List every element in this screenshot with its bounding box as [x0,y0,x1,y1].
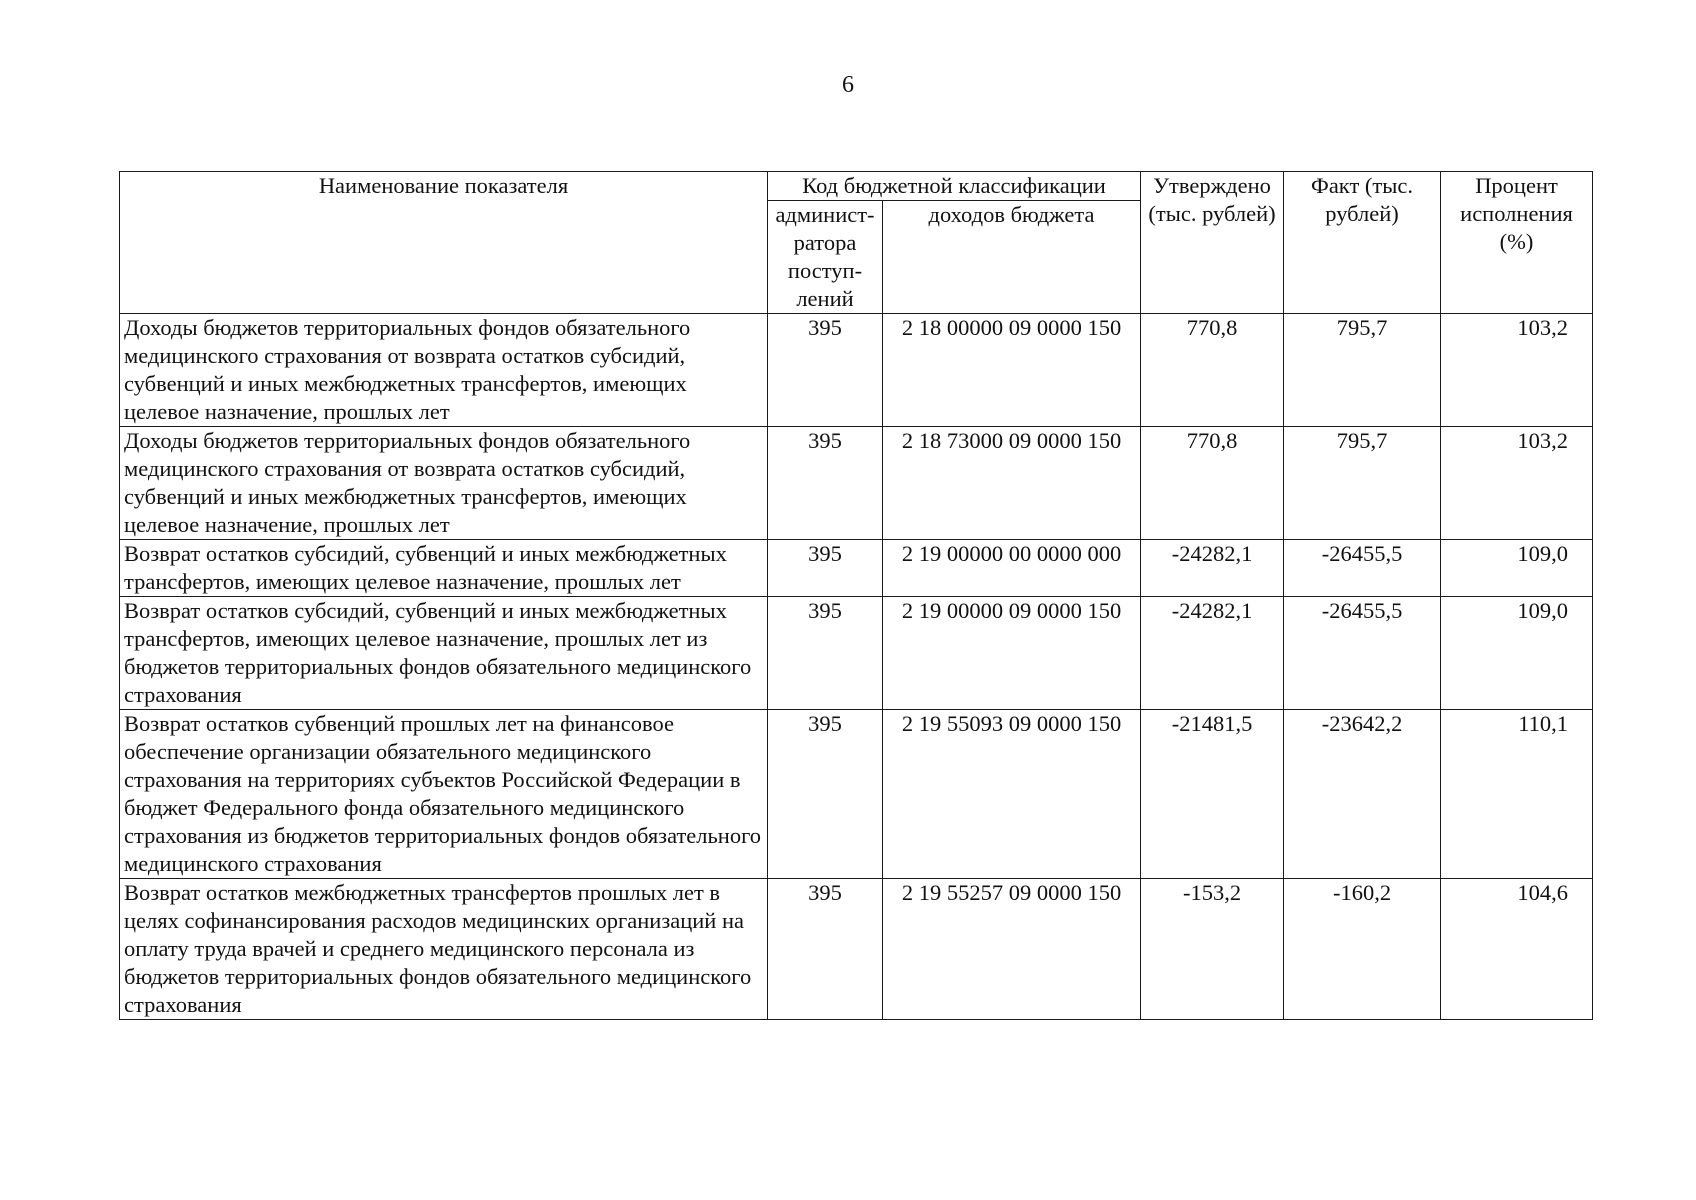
header-approved: Утверждено (тыс. рублей) [1141,172,1284,314]
row-name: Возврат остатков субвенций прошлых лет на финансовое обеспечение организации обязательного медицинского страхования на территориях субъектов Российской Федерации в бюджет Федерального фонда обязательного медицинского страхования из бюджетов территориальных фондов обязательного медицинского страхования [120,710,768,879]
row-percent: 103,2 [1441,314,1593,427]
header-administrator: админист-ратора поступ-лений [768,201,883,314]
header-fact: Факт (тыс. рублей) [1284,172,1441,314]
row-percent: 110,1 [1441,710,1593,879]
row-approved: 770,8 [1141,314,1284,427]
table-row [120,314,1593,427]
table-row [120,597,1593,710]
row-percent: 104,6 [1441,879,1593,1020]
row-name: Доходы бюджетов территориальных фондов обязательного медицинского страхования от возврата остатков субсидий, субвенций и иных межбюджетных трансфертов, имеющих целевое назначение, прошлых лет [120,427,768,540]
page-number: 6 [842,72,854,98]
table-row [120,427,1593,540]
row-fact: 795,7 [1284,427,1441,540]
row-name: Возврат остатков субсидий, субвенций и иных межбюджетных трансфертов, имеющих целевое назначение, прошлых лет [120,540,768,597]
row-percent: 103,2 [1441,427,1593,540]
row-approved: -21481,5 [1141,710,1284,879]
row-approved: -24282,1 [1141,540,1284,597]
header-code-group: Код бюджетной классификации [768,172,1141,201]
row-administrator: 395 [768,314,883,427]
row-code: 2 19 55093 09 0000 150 [883,710,1141,879]
row-code: 2 19 00000 00 0000 000 [883,540,1141,597]
header-name: Наименование показателя [120,172,768,314]
row-percent: 109,0 [1441,597,1593,710]
row-administrator: 395 [768,879,883,1020]
budget-table [119,171,1593,1020]
row-code: 2 19 55257 09 0000 150 [883,879,1141,1020]
row-fact: -160,2 [1284,879,1441,1020]
row-code: 2 18 73000 09 0000 150 [883,427,1141,540]
row-approved: 770,8 [1141,427,1284,540]
row-administrator: 395 [768,597,883,710]
row-code: 2 18 00000 09 0000 150 [883,314,1141,427]
row-name: Возврат остатков субсидий, субвенций и иных межбюджетных трансфертов, имеющих целевое назначение, прошлых лет из бюджетов территориальных фондов обязательного медицинского страхования [120,597,768,710]
row-fact: -23642,2 [1284,710,1441,879]
row-administrator: 395 [768,710,883,879]
row-fact: -26455,5 [1284,540,1441,597]
row-fact: 795,7 [1284,314,1441,427]
table-row [120,540,1593,597]
table-body [120,314,1593,1020]
row-administrator: 395 [768,540,883,597]
table-header [120,172,1593,314]
table-row [120,879,1593,1020]
row-fact: -26455,5 [1284,597,1441,710]
table-row [120,710,1593,879]
row-name: Доходы бюджетов территориальных фондов обязательного медицинского страхования от возврата остатков субсидий, субвенций и иных межбюджетных трансфертов, имеющих целевое назначение, прошлых лет [120,314,768,427]
header-percent: Процент исполнения (%) [1441,172,1593,314]
row-approved: -24282,1 [1141,597,1284,710]
row-percent: 109,0 [1441,540,1593,597]
row-administrator: 395 [768,427,883,540]
row-name: Возврат остатков межбюджетных трансфертов прошлых лет в целях софинансирования расходов медицинских организаций на оплату труда врачей и среднего медицинского персонала из бюджетов территориальных фондов обязательного медицинского страхования [120,879,768,1020]
row-code: 2 19 00000 09 0000 150 [883,597,1141,710]
row-approved: -153,2 [1141,879,1284,1020]
header-income: доходов бюджета [883,201,1141,314]
